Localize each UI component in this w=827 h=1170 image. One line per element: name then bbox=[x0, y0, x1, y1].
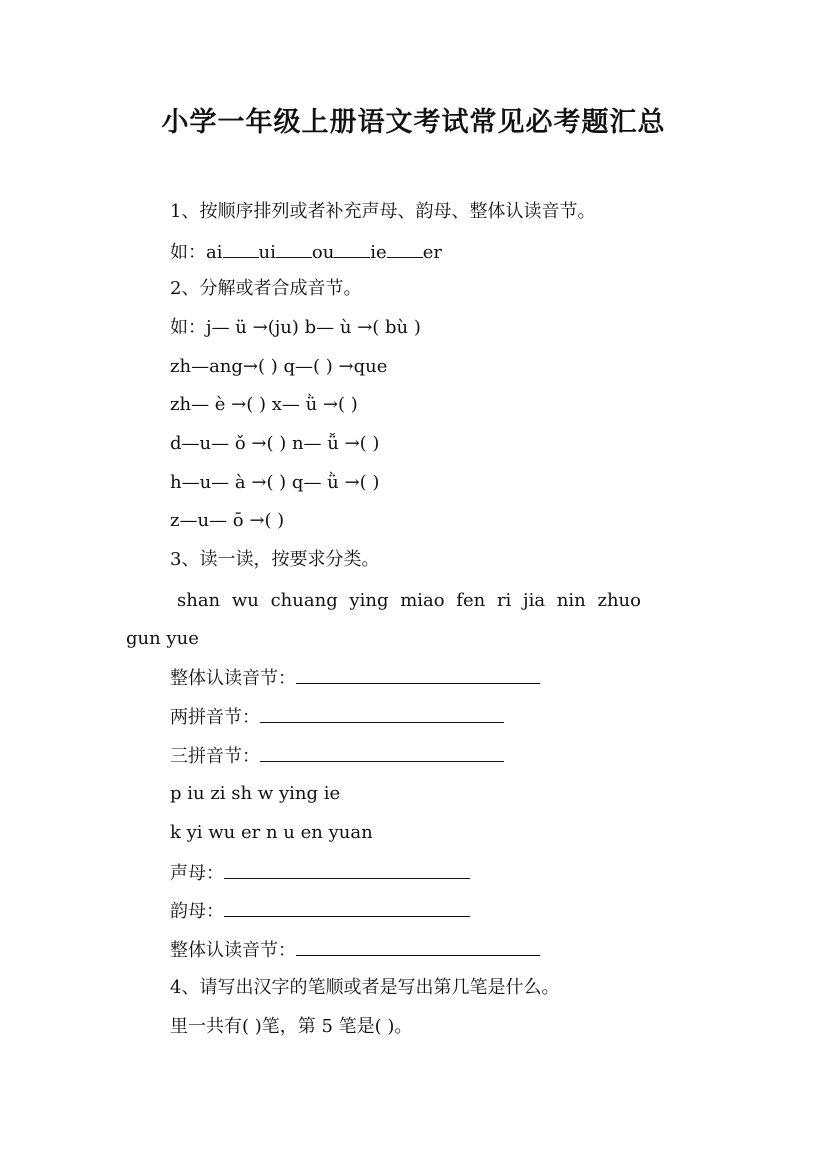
category-row bbox=[170, 743, 504, 769]
letter-list: k yi wu er n u en yuan bbox=[170, 822, 373, 843]
question-1-example bbox=[170, 239, 442, 265]
question-2-item: h—u— à →( ) q— ǜ →( ) bbox=[170, 472, 380, 493]
syllable-list: shan wu chuang ying miao fen ri jia nin zhuo bbox=[177, 590, 641, 611]
category-label: 整体认读音节： bbox=[170, 668, 296, 689]
category-label: 韵母： bbox=[170, 901, 224, 922]
answer-blank[interactable] bbox=[296, 665, 540, 684]
category-row bbox=[170, 937, 540, 963]
question-2: 2、分解或者合成音节。 bbox=[170, 278, 362, 299]
category-row bbox=[170, 898, 470, 924]
question-1: 1、按顺序排列或者补充声母、韵母、整体认读音节。 bbox=[170, 201, 596, 222]
question-4: 4、请写出汉字的笔顺或者是写出第几笔是什么。 bbox=[170, 977, 560, 998]
question-2-item: zh—ang→( ) q—( ) →que bbox=[170, 356, 388, 377]
answer-blank[interactable] bbox=[334, 239, 370, 258]
syllable-list-continued: gun yue bbox=[126, 628, 199, 649]
question-2-example: 如：j— ü →(ju) b— ù →( bù ) bbox=[170, 317, 421, 338]
answer-blank[interactable] bbox=[224, 898, 470, 917]
page-title: 小学一年级上册语文考试常见必考题汇总 bbox=[161, 107, 666, 138]
letter-list: p iu zi sh w ying ie bbox=[170, 783, 341, 804]
example-item: ou bbox=[311, 242, 335, 263]
question-2-item: d—u— ǒ →( ) n— ǚ →( ) bbox=[170, 433, 380, 454]
answer-blank[interactable] bbox=[260, 704, 504, 723]
category-label: 两拼音节： bbox=[170, 707, 260, 728]
example-item: ai bbox=[206, 242, 223, 263]
answer-blank[interactable] bbox=[223, 239, 259, 258]
category-label: 整体认读音节： bbox=[170, 940, 296, 961]
example-item: ui bbox=[258, 242, 276, 263]
question-2-item: zh— è →( ) x— ǜ →( ) bbox=[170, 394, 358, 415]
category-row bbox=[170, 860, 470, 886]
answer-blank[interactable] bbox=[260, 743, 504, 762]
example-item: ie bbox=[370, 242, 387, 263]
category-row bbox=[170, 665, 540, 691]
category-label: 声母： bbox=[170, 863, 224, 884]
answer-blank[interactable] bbox=[296, 937, 540, 956]
answer-blank[interactable] bbox=[224, 860, 470, 879]
example-prefix: 如： bbox=[170, 242, 206, 263]
example-item: er bbox=[422, 242, 442, 263]
answer-blank[interactable] bbox=[276, 239, 312, 258]
question-3: 3、读一读，按要求分类。 bbox=[170, 549, 380, 570]
question-4-item: 里一共有( )笔，第 5 笔是( )。 bbox=[170, 1016, 413, 1037]
category-label: 三拼音节： bbox=[170, 746, 260, 767]
question-2-item: z—u— ō →( ) bbox=[170, 510, 285, 531]
category-row bbox=[170, 704, 504, 730]
answer-blank[interactable] bbox=[387, 239, 423, 258]
